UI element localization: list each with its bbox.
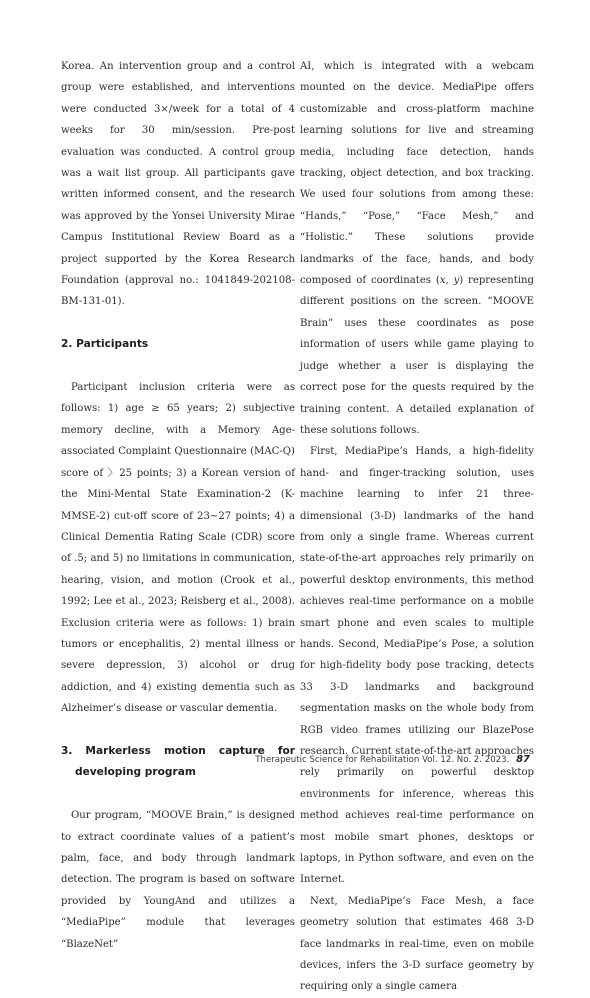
- body-paragraph: Our program, “MOOVE Brain,” is designed to extract coordinate values of a patient’s palm, face, and body through landmark detection. The program is based on software provided by YoungAnd and utilizes a “MediaPipe” module that leverages “BlazeNet”: [61, 810, 295, 950]
- body-paragraph: Participant inclusion criteria were as follows: 1) age ≥ 65 years; 2) subjective memory decline, with a Memory Age-associated Complaint Questionnaire (MAC-Q) score of 〉25 points; 3) a Korean version of the Mini-Mental State Examination-2 (K-MMSE-2) cut-off score of 23~27 points; 4) a Clinical Dementia Rating Scale (CDR) score of .5; and 5) no limitations in communication, hearing, vision, and motion (Crook et al., 1992; Lee et al., 2023; Reisberg et al., 2008). Exclusion criteria were as follows: 1) brain tumors or encephalitis, 2) mental illness or severe depression, 3) alcohol or drug addiction, and 4) existing dementia such as Alzheimer’s disease or vascular dementia.: [61, 382, 295, 715]
- page-footer: [255, 754, 530, 765]
- body-paragraph: Korea. An intervention group and a control group were established, and interventions were conducted 3×/week for a total of 4 weeks for 30 min/session. Pre-post evaluation was conducted. A control group was a wait list group. All participants gave written informed consent, and the research was approved by the Yonsei University Mirae Campus Institutional Review Board as a project supported by the Korea Research Foundation (approval no.: 1041849-202108-BM-131-01).: [61, 61, 295, 308]
- section-heading-participants: 2. Participants: [61, 338, 149, 351]
- right-column: [300, 56, 534, 998]
- body-paragraph: Next, MediaPipe’s Face Mesh, a face geometry solution that estimates 468 3-D face landmarks in real-time, even on mobile devices, infers the 3-D surface geometry by requiring only a single camera: [300, 895, 534, 993]
- section-heading-motion-capture: 3. Markerless motion capture for developing program: [61, 744, 295, 779]
- left-column: [61, 56, 295, 955]
- journal-citation: Therapeutic Science for Rehabilitation Vol. 12. No. 2. 2023.: [255, 755, 510, 765]
- page-number: 87: [516, 754, 530, 765]
- body-paragraph: AI, which is integrated with a webcam mounted on the device. MediaPipe offers customizable and cross-platform machine learning solutions for live and streaming media, including face detection, hands tracking, object detection, and box tracking. We used four solutions from among these: “Hands,” “Pose,” “Face Mesh,” and “Holistic.” These solutions provide landmarks of the face, hands, and body composed of coordinates (x, y) representing different positions on the screen. “MOOVE Brain” uses these coordinates as pose information of users while game playing to judge whether a user is displaying the correct pose for the quests required by the training content. A detailed explanation of these solutions follows.: [300, 61, 535, 436]
- body-paragraph: First, MediaPipe’s Hands, a high-fidelity hand- and finger-tracking solution, uses machine learning to infer 21 three-dimensional (3-D) landmarks of the hand from only a single frame. Whereas current state-of-the-art approaches rely primarily on powerful desktop environments, this method achieves real-time performance on a mobile smart phone and even scales to multiple hands. Second, MediaPipe’s Pose, a solution for high-fidelity body pose tracking, detects 33 3-D landmarks and background segmentation masks on the whole body from RGB video frames utilizing our BlazePose research. Current state-of-the-art approaches rely primarily on powerful desktop environments for inference, whereas this method achieves real-time performance on most mobile smart phones, desktops or laptops, in Python software, and even on the Internet.: [300, 446, 534, 886]
